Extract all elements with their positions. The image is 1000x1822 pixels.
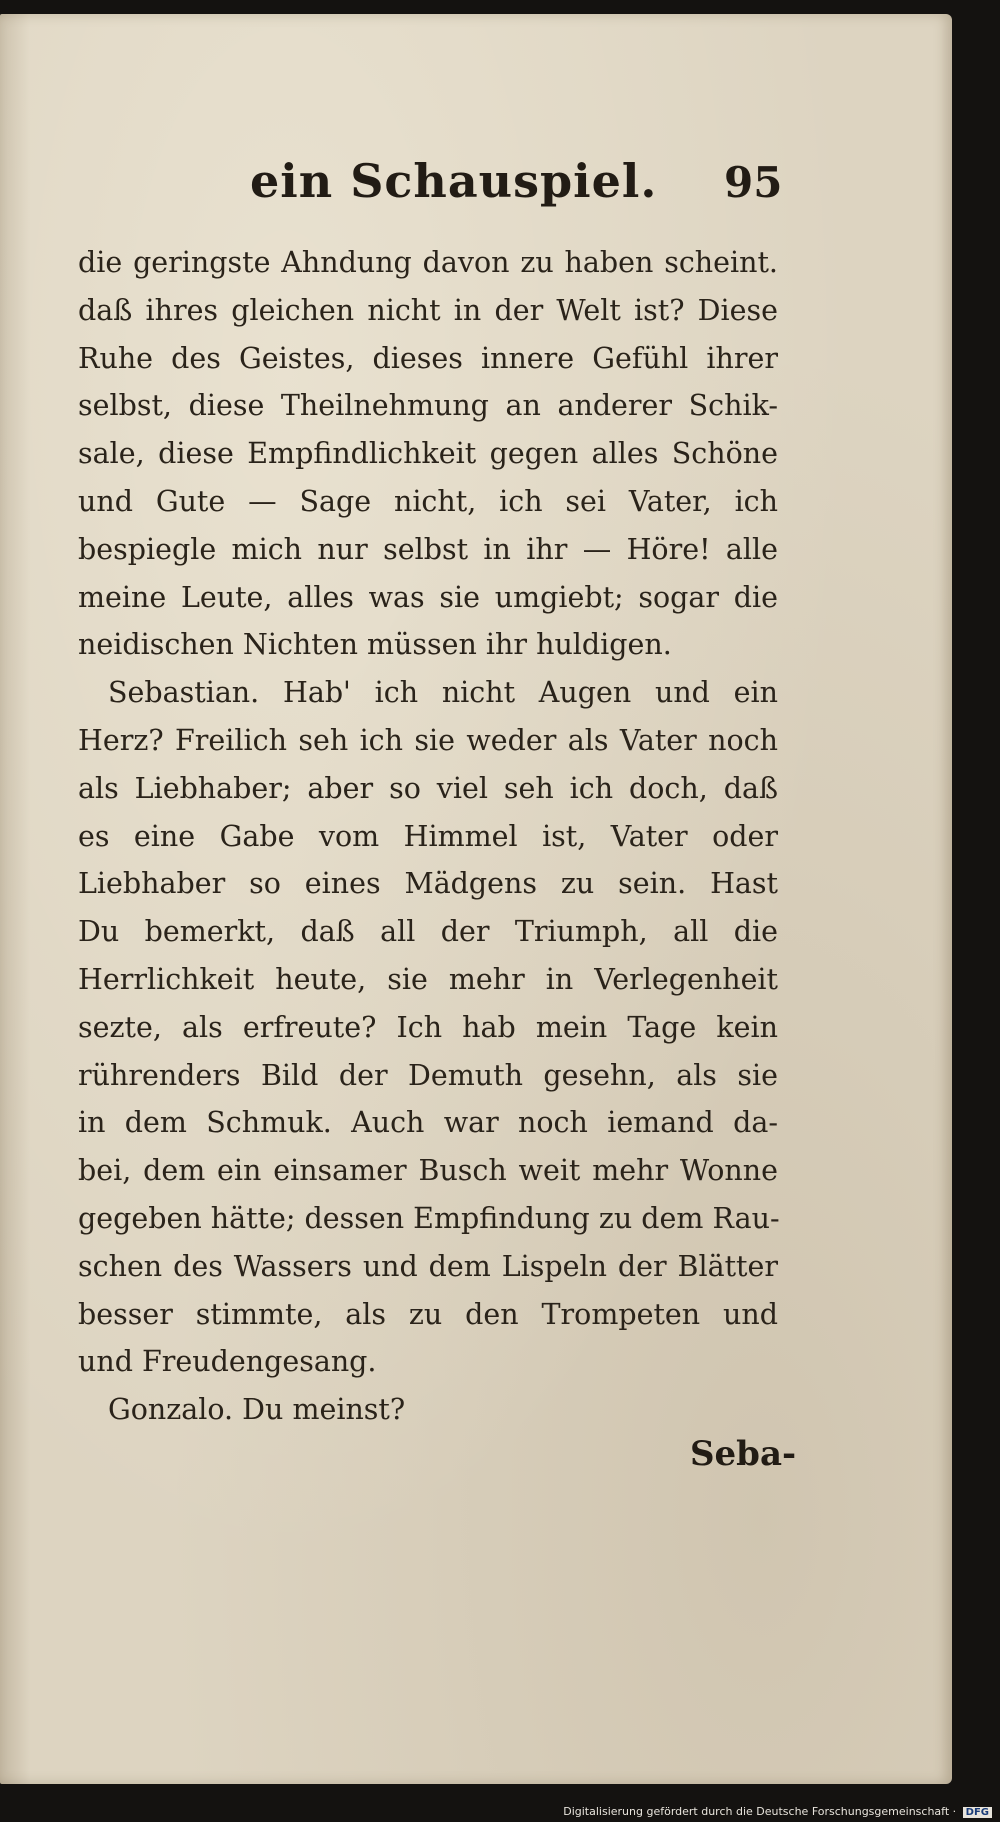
dfg-logo: DFG xyxy=(963,1807,992,1818)
page-number: 95 xyxy=(724,158,783,207)
book-page xyxy=(0,14,952,1784)
running-head xyxy=(0,154,952,224)
text-line: gegeben hätte; dessen Empfindung zu dem Rau- xyxy=(78,1201,780,1235)
text-line: besser stimmte, als zu den Trompeten und xyxy=(78,1297,778,1331)
catchword: Seba- xyxy=(690,1434,797,1474)
text-line: daß ihres gleichen nicht in der Welt ist? Diese xyxy=(78,293,778,327)
text-line: meine Leute, alles was sie umgiebt; sogar die xyxy=(78,580,778,614)
text-line: neidischen Nichten müssen ihr huldigen. xyxy=(78,628,672,662)
text-line: sezte, als erfreute? Ich hab mein Tage kein xyxy=(78,1010,778,1044)
digitization-credit xyxy=(563,1805,992,1818)
text-line: und Gute — Sage nicht, ich sei Vater, ich xyxy=(78,484,778,518)
text-line: Herrlichkeit heute, sie mehr in Verlegenheit xyxy=(78,962,778,996)
text-line: und Freudengesang. xyxy=(78,1345,377,1379)
text-line: selbst, diese Theilnehmung an anderer Schik- xyxy=(78,389,778,423)
text-line: sale, diese Empfindlichkeit gegen alles Schöne xyxy=(78,437,778,471)
text-line: bespiegle mich nur selbst in ihr — Höre! alle xyxy=(78,532,778,566)
text-line: Ruhe des Geistes, dieses innere Gefühl ihrer xyxy=(78,341,778,375)
credit-text: Digitalisierung gefördert durch die Deutsche Forschungsgemeinschaft · xyxy=(563,1805,957,1818)
text-line: bei, dem ein einsamer Busch weit mehr Wonne xyxy=(78,1154,778,1188)
text-line: die geringste Ahndung davon zu haben scheint. xyxy=(78,246,778,279)
text-line: als Liebhaber; aber so viel seh ich doch, daß xyxy=(78,771,778,805)
text-line: rührenders Bild der Demuth gesehn, als sie xyxy=(78,1058,778,1092)
text-line: Liebhaber so eines Mädgens zu sein. Hast xyxy=(78,867,778,901)
speaker-line: Gonzalo. Du meinst? xyxy=(108,1393,406,1427)
running-head-title: ein Schauspiel. xyxy=(250,154,658,208)
text-line: es eine Gabe vom Himmel ist, Vater oder xyxy=(78,819,778,853)
text-line: Du bemerkt, daß all der Triumph, all die xyxy=(78,915,778,949)
text-line: in dem Schmuk. Auch war noch iemand da- xyxy=(78,1106,778,1140)
text-line: Herz? Freilich seh ich sie weder als Vater noch xyxy=(78,723,778,757)
text-line: schen des Wassers und dem Lispeln der Blätter xyxy=(78,1249,778,1283)
page-body-text xyxy=(78,239,778,1434)
speaker-line: Sebastian. Hab' ich nicht Augen und ein xyxy=(108,676,778,710)
